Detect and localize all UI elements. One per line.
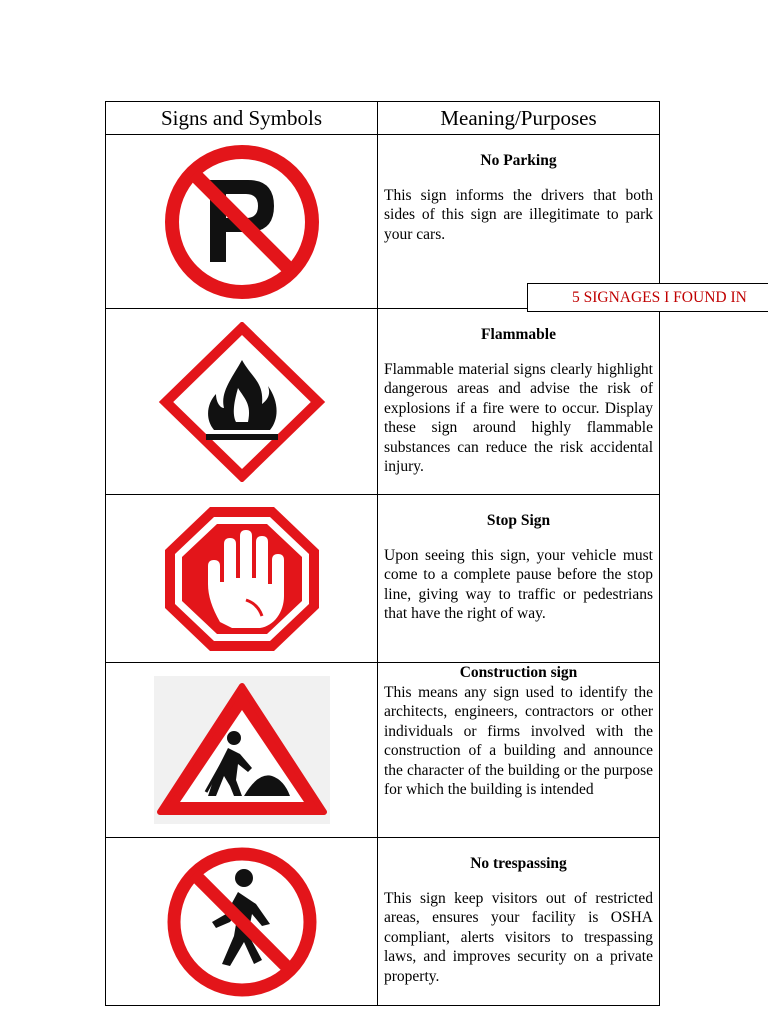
sign-description: Flammable material signs clearly highlight dangerous areas and advise the risk of explosions if a fire were to occur. Display these sign around highly flammable substances can reduce the risk accidental injury. xyxy=(384,360,653,475)
header-meaning-purposes: Meaning/Purposes xyxy=(378,102,660,135)
construction-worker-icon xyxy=(154,676,330,824)
table-header-row xyxy=(106,102,660,135)
sign-description: Upon seeing this sign, your vehicle must come to a complete pause before the stop line, giving way to traffic or pedestrians that have the right of way. xyxy=(384,546,653,622)
sign-title: No trespassing xyxy=(470,855,567,872)
meaning-cell xyxy=(378,663,660,838)
sign-cell xyxy=(106,838,378,1006)
table-row xyxy=(106,495,660,663)
meaning-cell xyxy=(378,838,660,1006)
no-trespassing-icon xyxy=(164,844,320,1000)
stop-hand-icon xyxy=(162,504,322,654)
signages-banner: 5 SIGNAGES I FOUND IN xyxy=(527,283,768,312)
no-parking-icon xyxy=(162,142,322,302)
sign-title: Stop Sign xyxy=(486,512,551,529)
signs-table xyxy=(105,101,660,1006)
sign-description: This means any sign used to identify the architects, engineers, contractors or other individuals or firms involved with the construction of a building and announce the character of the building or the purpose for which the building is intended xyxy=(384,683,653,798)
sign-cell xyxy=(106,135,378,309)
sign-title: Flammable xyxy=(481,326,556,343)
table-row xyxy=(106,663,660,838)
sign-cell xyxy=(106,495,378,663)
table-row xyxy=(106,838,660,1006)
table-row xyxy=(106,309,660,495)
sign-description: This sign informs the drivers that both sides of this sign are illegitimate to park your cars. xyxy=(384,186,653,243)
flammable-icon xyxy=(152,322,332,482)
sign-description: This sign keep visitors out of restricted areas, ensures your facility is OSHA compliant, alerts visitors to trespassing laws, and improves security on a private property. xyxy=(384,889,653,985)
sign-cell xyxy=(106,663,378,838)
meaning-cell xyxy=(378,309,660,495)
sign-title: Construction sign xyxy=(459,664,578,681)
sign-title: No Parking xyxy=(480,152,557,169)
meaning-cell xyxy=(378,495,660,663)
header-signs-and-symbols: Signs and Symbols xyxy=(106,102,378,135)
sign-cell xyxy=(106,309,378,495)
